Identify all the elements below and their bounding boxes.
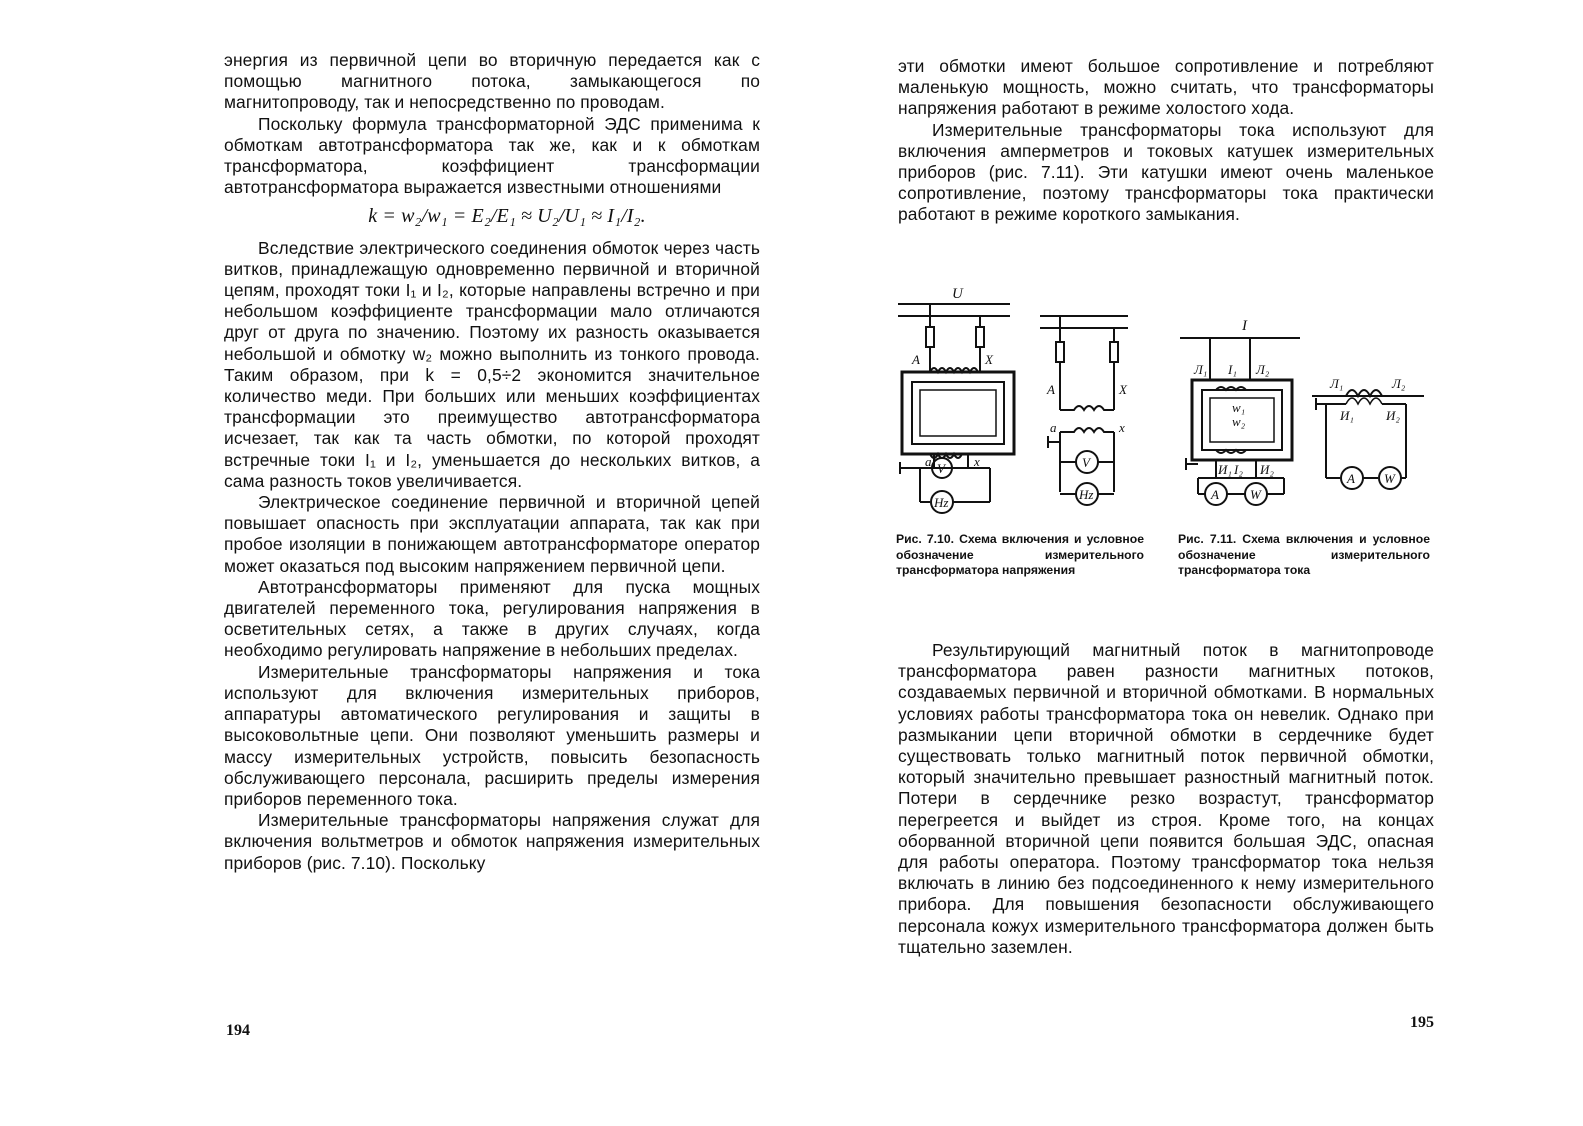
label-a-lower: a [925,454,932,469]
label-h2-symbol: И₂ [1386,408,1400,423]
paragraph: Вследствие электрического соединения обмоток через часть витков, принадлежащую одновременно первичной и вторичной цепям, проходят токи I₁ и I₂, которые направлены встречно и при небольшом коэффициенте трансформации мало отличаются друг от друга по значению. Поэтому их разность оказывается небольшой и обмотку w₂ можно выполнить из тонкого провода. Таким образом, при k = 0,5÷2 экономится значительное количество меди. При больших или меньших коэффициентах трансформации это преимущество автотрансформатора исчезает, так как та часть обмотки, по которой проходят встречные токи I₁ и I₂, уменьшается до нескольких витков, а сама разность токов увеличивается. [224,237,760,491]
label-l1: Л₁ [1194,362,1208,377]
label-x-upper: X [985,352,993,367]
right-text-column-bottom [898,640,1434,958]
paragraph: Измерительные трансформаторы тока используют для включения амперметров и токовых катушек измерительных приборов (рис. 7.11). Эти катушки имеют очень маленькое сопротивление, поэтому трансформаторы тока практически работают в режиме короткого замыкания. [898,119,1434,225]
label-h1-symbol: И₁ [1340,408,1354,423]
label-i: I [1242,318,1247,334]
label-h1: И₁ [1218,462,1232,477]
right-text-column-top [898,56,1434,226]
label-a-symbol-low: a [1050,420,1057,435]
label-l2: Л₂ [1256,362,1270,377]
label-x-lower: x [974,454,980,469]
label-w-meter: W [1250,487,1261,502]
label-l2-symbol: Л₂ [1392,376,1406,391]
label-v: V [937,461,945,476]
figure-7-10-diagram [890,282,1160,522]
paragraph: Измерительные трансформаторы напряжения и тока используют для включения измерительных приборов, аппаратуры автоматического регулирования и защиты в высоковольтные цепи. Они позволяют уменьшить размеры и массу измерительных устройств, повысить безопасность обслуживающего персонала, расширить пределы измерения приборов переменного тока. [224,661,760,809]
paragraph: Измерительные трансформаторы напряжения служат для включения вольтметров и обмоток напряжения измерительных приборов (рис. 7.10). Поскольку [224,810,760,873]
paragraph: Автотрансформаторы применяют для пуска мощных двигателей переменного тока, регулирования напряжения в осветительных сетях, а также в других случаях, когда необходимо регулировать напряжение в небольших пределах. [224,576,760,661]
label-l1-symbol: Л₁ [1330,376,1344,391]
page-number: 194 [226,1022,250,1039]
figure-7-11-caption: Рис. 7.11. Схема включения и условное обозначение измерительного трансформатора тока [1178,532,1430,577]
label-h2: И₂ [1260,462,1274,477]
label-u: U [952,286,963,302]
figure-7-10-caption: Рис. 7.10. Схема включения и условное обозначение измерительного трансформатора напряжения [896,532,1144,577]
label-a-meter: A [1211,487,1219,502]
label-hz: Hz [934,495,949,510]
left-page [0,0,790,1126]
label-x-symbol-low: x [1119,420,1125,435]
label-hz-symbol: Hz [1079,487,1094,502]
label-i2: I₂ [1234,462,1243,477]
paragraph: энергия из первичной цепи во вторичную передается как с помощью магнитного потока, замыкающегося по магнитопроводу, так и непосредственно по проводам. [224,50,760,113]
figures [890,282,1450,522]
label-a-upper: A [912,352,920,367]
paragraph: Электрическое соединение первичной и вторичной цепей повышает опасность при эксплуатации аппарата, так как при пробое изоляции в понижающем автотрансформаторе оператор может оказаться под высоким напряжением первичной цепи. [224,492,760,576]
formula: k = w₂/w₁ = E₂/E₁ ≈ U₂/U₁ ≈ I₁/I₂. [368,205,646,228]
label-w-symbol-meter: W [1384,471,1395,486]
label-v-symbol: V [1082,455,1090,470]
label-a-symbol-meter: A [1347,471,1355,486]
right-page [790,0,1583,1126]
left-text-column [224,50,760,874]
paragraph: Поскольку формула трансформаторной ЭДС применима к обмоткам автотрансформатора так же, как и к обмоткам трансформатора, коэффициент трансформации автотрансформатора выражается известными отношениями [224,113,760,198]
page-number: 195 [1410,1014,1434,1031]
label-w1: w₁ [1232,400,1246,415]
figure-7-11-diagram [1180,282,1450,522]
label-w2: w₂ [1232,414,1246,429]
label-a-symbol: A [1047,382,1055,397]
paragraph: Результирующий магнитный поток в магнитопроводе трансформатора равен разности магнитных потоков, создаваемых первичной и вторичной обмотками. В нормальных условиях работы трансформатора тока он невелик. Однако при размыкании цепи вторичной обмотки в сердечнике будет существовать только магнитный поток первичной обмотки, который значительно превышает разностный магнитный поток. Потери в сердечнике резко возрастут, трансформатор перегреется и выйдет из строя. Кроме того, на концах оборванной вторичной цепи появится большая ЭДС, опасная для работы оператора. Поэтому трансформатор тока нельзя включать в линию без подсоединенного к нему измерительного прибора. Для повышения безопасности обслуживающего персонала кожух измерительного трансформатора должен быть тщательно заземлен. [898,640,1434,957]
paragraph: эти обмотки имеют большое сопротивление и потребляют маленькую мощность, можно считать, что трансформаторы напряжения работают в режиме холостого хода. [898,56,1434,119]
label-i1: I₁ [1228,362,1237,377]
label-x-symbol: X [1119,382,1127,397]
